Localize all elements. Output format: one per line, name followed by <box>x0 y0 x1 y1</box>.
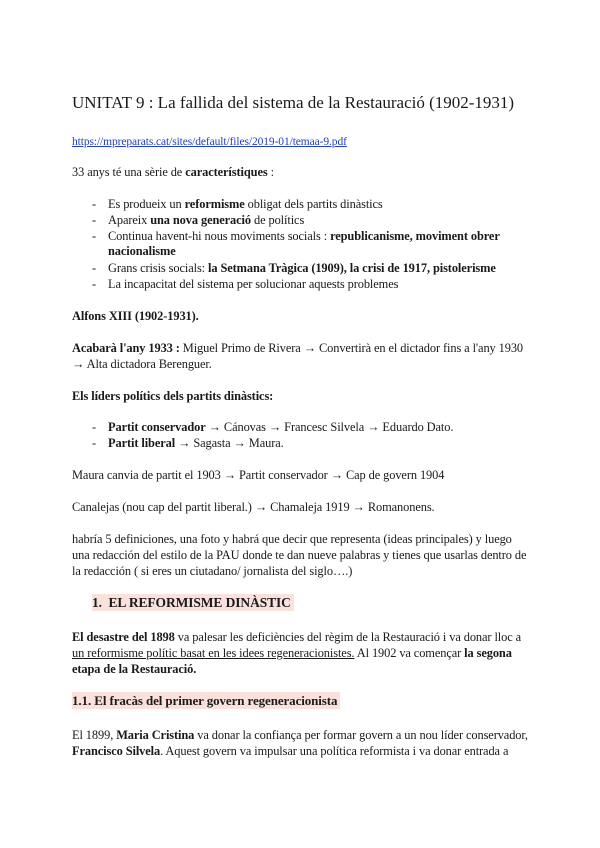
intro-bold: característiques <box>185 165 268 179</box>
maura-line: Maura canvia de partit el 1903 → Partit conservador → Cap de govern 1904 <box>72 468 445 482</box>
section-number: 1. <box>92 595 102 610</box>
acabara-text: Miguel Primo de Rivera → Convertirà en el dictador fins a l'any 1930 <box>179 341 524 355</box>
last-text: . Aquest govern va impulsar una política reformista i va donar entrada a <box>160 744 509 758</box>
desastre-bold: El desastre del 1898 <box>72 630 175 644</box>
acabara-bold: Acabarà l'any 1933 : <box>72 341 180 355</box>
last-text: va donar la confiança per formar govern a un nou líder conservador, <box>194 728 528 742</box>
liders-heading <box>72 388 273 404</box>
note-line-2: una redacción del estilo de la PAU donde te dan nueve palabras y tienes que usarlas dentro de <box>72 548 527 562</box>
section-title: EL REFORMISME DINÀSTIC <box>108 595 291 610</box>
desastre-underline: un reformisme polític basat en les idees regeneracionistes. <box>72 646 355 660</box>
bullet-dash: - <box>92 197 97 211</box>
last-line-2 <box>72 743 508 759</box>
document-title: UNITAT 9 : La fallida del sistema de la Restauració (1902-1931) <box>72 93 515 112</box>
bullet-text: de polítics <box>251 213 305 227</box>
list-item <box>108 260 496 276</box>
acabara-text-2: → Alta dictadora Berenguer. <box>72 357 212 371</box>
alfons-heading <box>72 308 199 324</box>
party-leaders: → Sagasta → Maura. <box>175 436 284 450</box>
bullet-bold: la Setmana Tràgica (1909), la crisi de 1917, pistolerisme <box>208 261 496 275</box>
source-link[interactable]: https://mpreparats.cat/sites/default/files/2019-01/temaa-9.pdf <box>72 136 347 148</box>
desastre-line-3 <box>72 661 196 677</box>
bullet-text: Grans crisis socials: <box>108 261 209 275</box>
liders-text: Els líders polítics dels partits dinàstics: <box>72 389 274 403</box>
list-item-continuation <box>108 243 176 259</box>
bullet-text: Continua havent-hi nous moviments socials : <box>108 229 331 243</box>
desastre-bold: la segona <box>464 646 512 660</box>
bullet-text: obligat dels partits dinàstics <box>244 197 383 211</box>
intro-line <box>72 164 274 180</box>
intro-text: 33 anys té una sèrie de <box>72 165 186 179</box>
bullet-dash: - <box>92 229 97 243</box>
acabara-line-2 <box>72 356 212 372</box>
last-line-1 <box>72 727 528 743</box>
desastre-text: Al 1902 va començar <box>354 646 465 660</box>
desastre-line-1 <box>72 629 521 645</box>
party-name: Partit liberal <box>108 436 176 450</box>
bullet-dash: - <box>92 261 97 275</box>
bullet-text: Es produeix un <box>108 197 185 211</box>
bullet-bold: republicanisme, moviment obrer <box>330 229 500 243</box>
last-text: El 1899, <box>72 728 117 742</box>
list-item <box>108 419 453 435</box>
note-line-1: habría 5 definiciones, una foto y habrá que decir que representa (ideas principales) y luego <box>72 532 512 546</box>
section-heading-1 <box>92 595 294 611</box>
section-heading-1-1 <box>72 693 340 709</box>
list-item <box>108 276 398 292</box>
list-item <box>108 435 284 451</box>
bullet-bold: nacionalisme <box>108 244 176 258</box>
party-name: Partit conservador <box>108 420 206 434</box>
alfons-text: Alfons XIII (1902-1931). <box>72 309 199 323</box>
acabara-line <box>72 340 523 356</box>
list-item <box>108 212 304 228</box>
desastre-line-2 <box>72 645 512 661</box>
bullet-dash: - <box>92 436 97 450</box>
canalejas-line: Canalejas (nou cap del partit liberal.) → Chamaleja 1919 → Romanonens. <box>72 500 435 514</box>
subsection-title: 1.1. El fracàs del primer govern regeneracionista <box>72 692 340 709</box>
party-leaders: → Cánovas → Francesc Silvela → Eduardo Dato. <box>205 420 454 434</box>
bullet-dash: - <box>92 420 97 434</box>
list-item <box>108 196 383 212</box>
bullet-text: Apareix <box>108 213 151 227</box>
bullet-dash: - <box>92 277 97 291</box>
intro-post: : <box>267 165 274 179</box>
bullet-text: La incapacitat del sistema per solucionar aquests problemes <box>108 277 399 291</box>
desastre-text: va palesar les deficiències del règim de la Restauració i va donar lloc a <box>174 630 522 644</box>
bullet-bold: una nova generació <box>150 213 251 227</box>
last-bold: Maria Cristina <box>116 728 195 742</box>
list-item <box>108 228 500 244</box>
last-bold: Francisco Silvela <box>72 744 161 758</box>
bullet-dash: - <box>92 213 97 227</box>
note-line-3: la redacción ( si eres un ciutadano/ jornalista del siglo….) <box>72 564 353 578</box>
desastre-bold: etapa de la Restauració. <box>72 662 197 676</box>
bullet-bold: reformisme <box>184 197 245 211</box>
